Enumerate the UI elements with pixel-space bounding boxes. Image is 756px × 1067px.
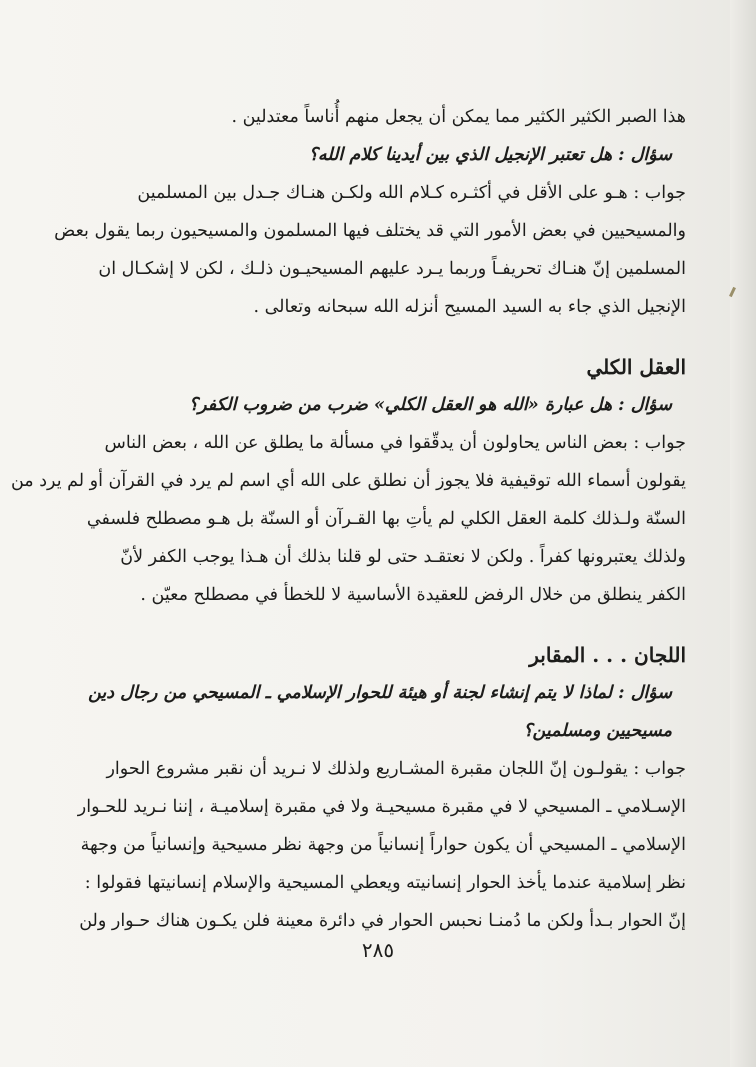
body-line: الكفر ينطلق من خلال الرفض للعقيدة الأساسية لا للخطأ في مصطلح معيّن . — [140, 585, 686, 605]
body-line: الإسلامي ـ المسيحي أن يكون حواراً إنسانياً من وجهة نظر مسيحية وإنسانياً من وجهة — [80, 835, 686, 855]
page-body — [10, 98, 686, 940]
page-number: ٢٨٥ — [361, 938, 395, 962]
section-heading: العقل الكلي — [586, 355, 686, 379]
body-line: والمسيحيين في بعض الأمور التي قد يختلف فيها المسلمون والمسيحيون ربما يقول بعض — [54, 221, 686, 241]
body-line: إنّ الحوار بـدأ ولكن ما دُمنـا نحبس الحوار في دائرة معينة فلن يكـون هناك حـوار ولن — [79, 911, 686, 931]
question-line: سؤال : هل عبارة «الله هو العقل الكلي» ضرب من ضروب الكفر؟ — [188, 395, 672, 415]
question-line: مسيحيين ومسلمين؟ — [523, 721, 672, 741]
body-line: الإسـلامي ـ المسيحي لا في مقبرة مسيحيـة ولا في مقبرة إسلاميـة ، إننا نـريد للحـوار — [77, 797, 686, 817]
question-line: سؤال : هل تعتبر الإنجيل الذي بين أيدينا كلام الله؟ — [308, 145, 672, 165]
body-line: نظر إسلامية عندما يأخذ الحوار إنسانيته ويعطي المسيحية والإسلام إنسانيتها فقولوا : — [84, 873, 686, 893]
answer-line: جواب : بعض الناس يحاولون أن يدقّقوا في مسألة ما يطلق عن الله ، بعض الناس — [104, 433, 686, 453]
body-line: هذا الصبر الكثير الكثير مما يمكن أن يجعل منهم أُناساً معتدلين . — [231, 107, 686, 127]
answer-line: جواب : يقولـون إنّ اللجان مقبرة المشـاريع ولذلك لا نـريد أن نقبر مشروع الحوار — [106, 759, 686, 779]
body-line: ولذلك يعتبرونها كفراً . ولكن لا نعتقـد حتى لو قلنا بذلك أن هـذا يوجب الكفر لأنّ — [120, 547, 686, 567]
page-gutter-shadow — [730, 0, 756, 1067]
answer-line: جواب : هـو على الأقل في أكثـره كـلام الله ولكـن هنـاك جـدل بين المسلمين — [137, 183, 686, 203]
question-line: سؤال : لماذا لا يتم إنشاء لجنة أو هيئة للحوار الإسلامي ـ المسيحي من رجال دين — [88, 683, 672, 703]
section-heading: اللجان . . . المقابر — [529, 643, 686, 667]
body-line: يقولون أسماء الله توقيفية فلا يجوز أن نطلق على الله أي اسم لم يرد في القرآن أو لم يرد من — [10, 471, 686, 491]
body-line: السنّة ولـذلك كلمة العقل الكلي لم يأتِ بها القـرآن أو السنّة بل هـو مصطلح فلسفي — [86, 509, 686, 529]
body-line: المسلمين إنّ هنـاك تحريفـاً وربما يـرد عليهم المسيحيـون ذلـك ، لكن لا إشكـال ان — [98, 259, 686, 279]
body-line: الإنجيل الذي جاء به السيد المسيح أنزله الله سبحانه وتعالى . — [253, 297, 686, 317]
